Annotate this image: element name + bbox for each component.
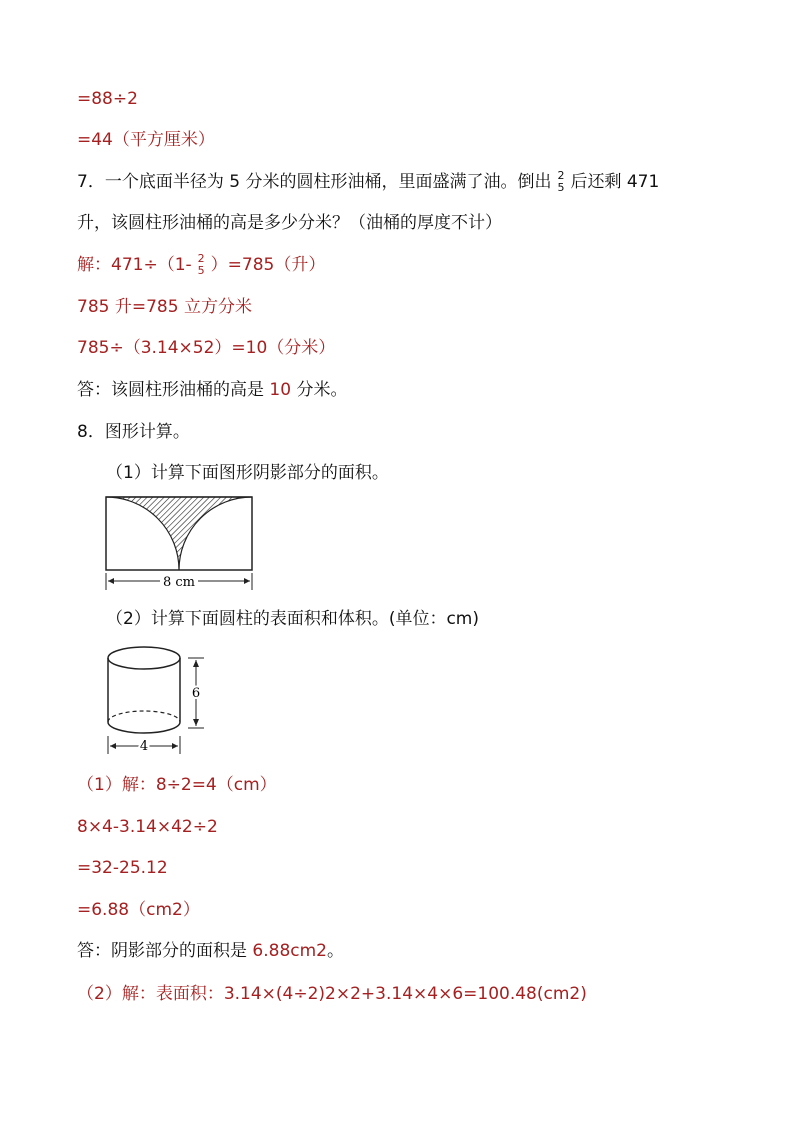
answer-8-1-text-c: 。 [326,941,344,961]
solution-7-text-b: ）=785（升） [210,255,326,275]
question-8-part-1: （1）计算下面图形阴影部分的面积。 [106,463,389,483]
solution-7-line-2: 785 升=785 立方分米 [77,297,252,317]
cylinder-width-label: 4 [139,739,149,754]
answer-8-1-value: 6.88cm2 [252,941,327,961]
answer-7-value: 10 [269,380,292,400]
question-7-text-b: 后还剩 471 [570,172,660,192]
answer-8-2-line-1: （2）解：表面积：3.14×(4÷2)2×2+3.14×4×6=100.48(cm2) [77,984,587,1004]
answer-8-1-line-2: 8×4-3.14×42÷2 [77,817,218,837]
answer-8-1-line-4: =6.88（cm2） [77,900,200,920]
cylinder-figure [100,640,220,760]
solution-7-line-1 [77,253,325,277]
question-8-part-2: （2）计算下面圆柱的表面积和体积。(单位：cm) [106,609,479,629]
question-8: 8．图形计算。 [77,422,190,442]
calc-line-2: =44（平方厘米） [77,130,215,150]
answer-8-1-line-1: （1）解：8÷2=4（cm） [77,775,277,795]
fraction: 2 5 [557,169,565,194]
solution-7-text-a: 解：471÷（1- [77,255,192,275]
question-7-cont: 升，该圆柱形油桶的高是多少分米？（油桶的厚度不计） [77,213,502,233]
question-7 [77,170,659,194]
fraction: 2 5 [197,252,205,277]
answer-8-1-text-a: 答：阴影部分的面积是 [77,941,253,961]
calc-line-1: =88÷2 [77,89,138,109]
rect-width-label: 8 cm [162,575,196,590]
answer-8-1-conclusion [77,939,344,963]
answer-7-text-c: 分米。 [291,380,348,400]
solution-7-line-3: 785÷（3.14×52）=10（分米） [77,338,336,358]
answer-7-text-a: 答：该圆柱形油桶的高是 [77,380,270,400]
shaded-area-figure [100,493,258,593]
question-7-text-a: 7．一个底面半径为 5 分米的圆柱形油桶，里面盛满了油。倒出 [77,172,552,192]
cylinder-height-label: 6 [191,686,201,701]
answer-7 [77,378,347,402]
answer-8-1-line-3: =32-25.12 [77,858,168,878]
